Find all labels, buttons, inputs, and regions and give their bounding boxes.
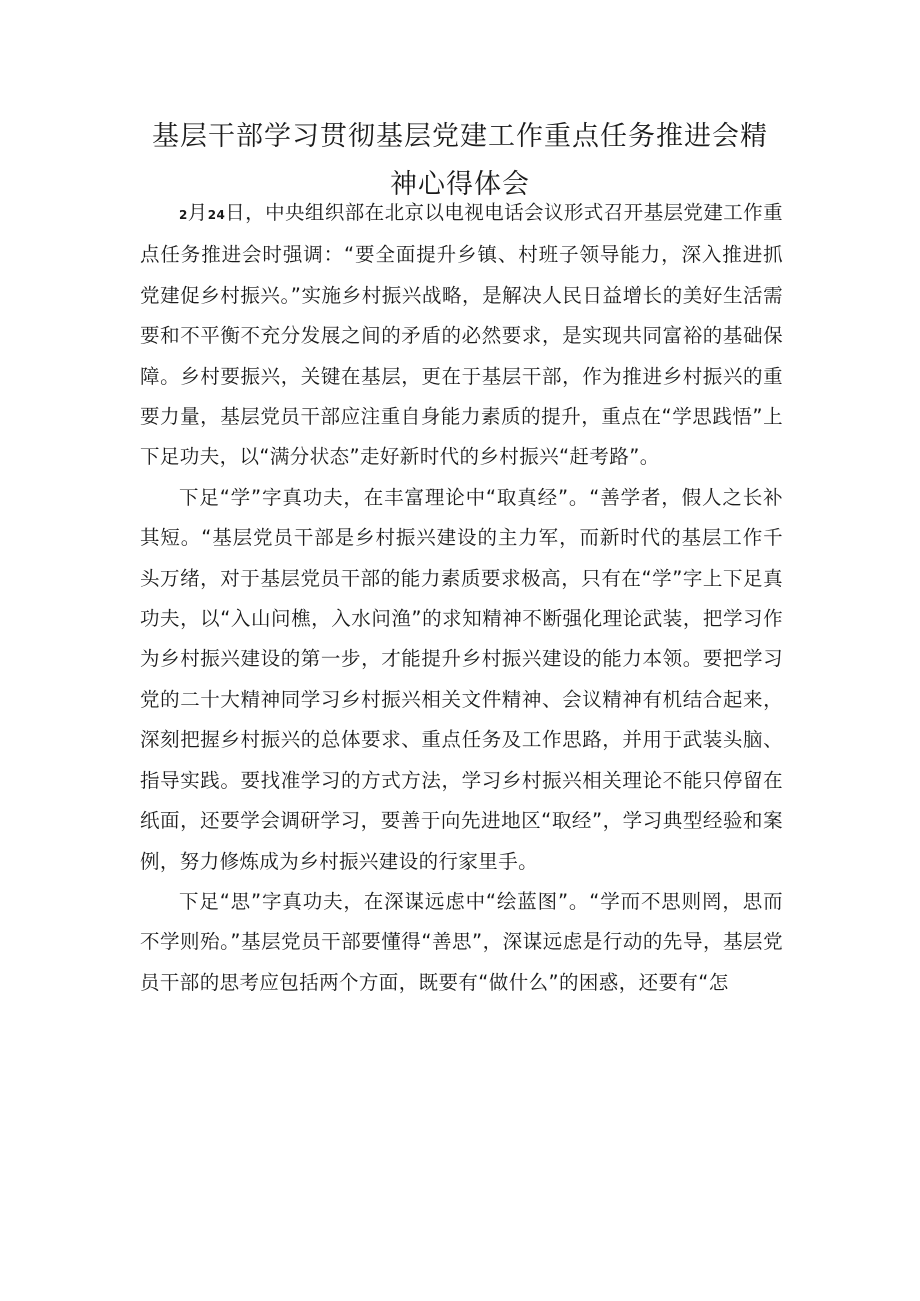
intro-text: 日，中央组织部在北京以电视电话会议形式召开基层党建工作重点任务推进会时强调：“要全面提升乡镇、村班子领导能力，深入推进抓党建促乡村振兴。”实施乡村振兴战略，是解决人民日益增长的美好生活需要和不平衡不充分发展之间的矛盾的必然要求，是实现共同富裕的基础保障。乡村要振兴，关键在基层，更在于基层干部，作为推进乡村振兴的重要力量，基层党员干部应注重自身能力素质的提升，重点在“学思践悟”上下足功夫，以“满分状态”走好新时代的乡村振兴“赶考路”。	[140, 201, 784, 469]
paragraph-study: 下足“学”字真功夫，在丰富理论中“取真经”。“善学者，假人之长补其短。“基层党员干部是乡村振兴建设的主力军，而新时代的基层工作千头万绪，对于基层党员干部的能力素质要求极高，只有在“学”字上下足真功夫，以“入山问樵，入水问渔”的求知精神不断强化理论武装，把学习作为乡村振兴建设的第一步，才能提升乡村振兴建设的能力本领。要把学习党的二十大精神同学习乡村振兴相关文件精神、会议精神有机结合起来，深刻把握乡村振兴的总体要求、重点任务及工作思路，并用于武装头脑、指导实践。要找准学习的方式方法，学习乡村振兴相关理论不能只停留在纸面，还要学会调研学习，要善于向先进地区“取经”，学习典型经验和案例，努力修炼成为乡村振兴建设的行家里手。	[140, 485, 783, 873]
date-month-number: 2	[179, 208, 188, 222]
paragraph-think: 下足“思”字真功夫，在深谋远虑中“绘蓝图”。“学而不思则罔，思而不学则殆。”基层党员干部要懂得“善思”，深谋远虑是行动的先导，基层党员干部的思考应包括两个方面，既要有“做什么”的困惑，还要有“怎	[140, 889, 783, 994]
intro-paragraph	[140, 193, 783, 478]
date-month-char: 月	[187, 201, 208, 224]
date-day-number: 24	[207, 208, 226, 222]
document-title: 基层干部学习贯彻基层党建工作重点任务推进会精神心得体会	[152, 121, 768, 200]
document-body	[140, 193, 783, 1003]
